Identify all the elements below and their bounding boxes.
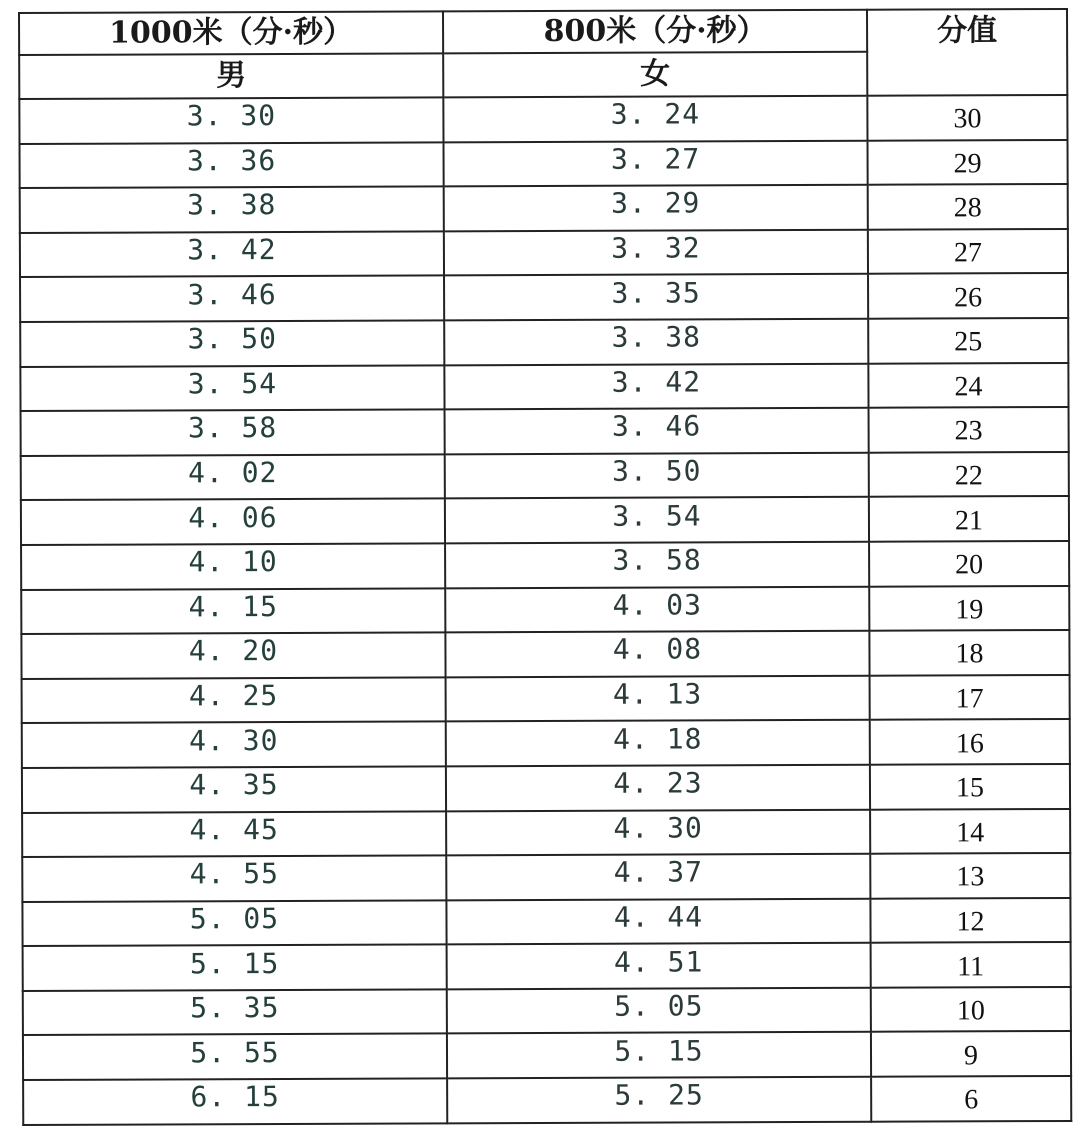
- male-time-cell: [21, 543, 445, 589]
- header-female-distance: 800米（分·秒）: [443, 10, 867, 54]
- female-time-cell-text: 3. 46: [611, 409, 702, 444]
- male-time-cell: [23, 945, 447, 991]
- male-time-cell-text: 4. 35: [189, 768, 279, 802]
- male-time-cell-text: 4. 10: [188, 545, 278, 579]
- male-time-cell: [20, 187, 444, 233]
- score-cell: [869, 541, 1069, 586]
- male-time-cell-text: 3. 42: [187, 233, 277, 267]
- female-time-cell: [446, 898, 870, 944]
- female-time-cell: [443, 96, 867, 142]
- female-time-cell-text: 5. 05: [614, 989, 704, 1023]
- score-cell-text: 13: [956, 861, 985, 893]
- female-time-cell-text: 4. 03: [612, 588, 702, 622]
- male-time-cell: [20, 231, 444, 277]
- score-cell: [870, 675, 1070, 720]
- male-time-cell-text: 3. 46: [187, 277, 277, 312]
- female-time-cell: [446, 765, 870, 811]
- table-row: [22, 675, 1070, 724]
- female-time-cell: [444, 274, 868, 320]
- score-cell: [867, 95, 1067, 140]
- male-time-cell: [23, 1078, 447, 1124]
- score-cell-text: 23: [954, 415, 983, 447]
- score-cell: [870, 719, 1070, 764]
- table-row: [23, 1076, 1071, 1125]
- male-time-cell: [22, 766, 446, 812]
- male-time-cell-text: 5. 05: [189, 901, 280, 936]
- score-cell: [868, 184, 1068, 229]
- score-cell: [870, 898, 1070, 943]
- table-row: [22, 853, 1070, 902]
- male-time-cell-text: 4. 45: [189, 812, 279, 847]
- table-row: [22, 719, 1070, 768]
- male-time-cell-text: 4. 55: [189, 857, 280, 891]
- table-row: [23, 987, 1071, 1036]
- male-time-cell: [20, 276, 444, 322]
- female-time-cell-text: 4. 08: [612, 632, 703, 667]
- male-time-cell-text: 3. 30: [186, 99, 277, 133]
- female-time-cell-text: 3. 32: [611, 231, 701, 265]
- score-cell: [870, 808, 1070, 853]
- male-time-cell-text: 3. 38: [187, 188, 277, 222]
- female-time-cell-text: 5. 15: [614, 1034, 704, 1068]
- score-cell-text: 29: [953, 148, 982, 180]
- score-cell-text: 26: [954, 281, 983, 314]
- score-cell-text: 9: [963, 1040, 979, 1072]
- female-time-cell-text: 3. 24: [610, 97, 701, 132]
- male-time-cell-text: 4. 15: [188, 589, 278, 624]
- male-time-cell: [21, 632, 445, 678]
- male-time-cell: [23, 1034, 447, 1080]
- table-body: [19, 95, 1071, 1125]
- male-time-cell-text: 3. 58: [187, 411, 278, 445]
- score-cell: [871, 1031, 1071, 1076]
- score-cell-text: 27: [953, 237, 982, 269]
- female-time-cell-text: 3. 54: [612, 499, 702, 533]
- score-cell: [871, 1076, 1071, 1121]
- score-cell-text: 16: [955, 727, 984, 760]
- header-female-label: 女: [443, 52, 867, 98]
- score-cell-text: 20: [955, 549, 984, 581]
- female-time-cell-text: 3. 38: [611, 320, 701, 354]
- female-time-cell: [444, 185, 868, 231]
- table-row: [19, 95, 1067, 144]
- male-time-cell: [22, 722, 446, 768]
- table-row: [22, 764, 1070, 813]
- score-cell: [869, 496, 1069, 541]
- female-time-cell-text: 3. 35: [611, 276, 701, 310]
- female-time-cell-text: 5. 25: [614, 1078, 704, 1113]
- score-cell: [869, 630, 1069, 675]
- female-time-cell: [447, 943, 871, 989]
- table-row: [20, 140, 1068, 189]
- female-time-cell-text: 3. 58: [612, 543, 702, 577]
- male-time-cell-text: 5. 55: [190, 1035, 280, 1070]
- male-time-cell: [21, 588, 445, 634]
- male-time-cell-text: 4. 06: [188, 500, 278, 534]
- male-time-cell: [20, 320, 444, 366]
- score-cell: [870, 764, 1070, 809]
- male-time-cell: [20, 142, 444, 188]
- female-time-cell-text: 3. 50: [612, 454, 702, 488]
- score-cell: [871, 987, 1071, 1032]
- male-time-cell: [20, 365, 444, 411]
- table-row: [22, 808, 1070, 857]
- header-male-label: 男: [19, 53, 443, 99]
- male-time-cell: [23, 989, 447, 1035]
- score-cell: [869, 407, 1069, 452]
- female-time-cell: [445, 542, 869, 588]
- female-time-cell-text: 3. 29: [611, 186, 701, 221]
- table-row: [20, 184, 1068, 233]
- score-cell: [869, 585, 1069, 630]
- table-row: [20, 229, 1068, 278]
- score-cell: [868, 229, 1068, 274]
- table-row: [23, 1031, 1071, 1080]
- female-time-cell: [445, 452, 869, 498]
- table-row: [20, 318, 1068, 367]
- table-row: [21, 541, 1069, 590]
- male-time-cell-text: 3. 50: [187, 322, 277, 356]
- female-time-cell-text: 4. 18: [613, 721, 703, 756]
- running-score-table: [18, 8, 1072, 1126]
- male-time-cell: [21, 410, 445, 456]
- male-time-cell-text: 4. 20: [188, 634, 279, 668]
- score-cell-text: 15: [955, 772, 985, 804]
- table-row: [21, 630, 1069, 679]
- table-row: [20, 273, 1068, 322]
- female-time-cell-text: 4. 23: [613, 766, 703, 800]
- male-time-cell: [22, 677, 446, 723]
- female-time-cell-text: 4. 51: [613, 944, 704, 979]
- male-time-cell-text: 4. 02: [188, 456, 278, 490]
- table-row: [23, 942, 1071, 991]
- male-time-cell-text: 5. 35: [190, 991, 280, 1025]
- male-time-cell-text: 3. 36: [186, 143, 277, 178]
- female-time-cell-text: 4. 13: [612, 677, 703, 711]
- score-cell-text: 22: [954, 460, 983, 492]
- male-time-cell: [19, 97, 443, 143]
- female-time-cell-text: 3. 27: [610, 142, 701, 176]
- male-time-cell: [22, 855, 446, 901]
- male-time-cell-text: 6. 15: [190, 1080, 280, 1114]
- table-row: [22, 898, 1070, 947]
- male-time-cell: [22, 811, 446, 857]
- female-time-cell: [445, 631, 869, 677]
- score-cell: [868, 318, 1068, 363]
- male-time-cell: [21, 499, 445, 545]
- header-score: 分值: [867, 9, 1067, 96]
- score-cell: [868, 363, 1068, 408]
- score-cell: [869, 452, 1069, 497]
- female-time-cell: [447, 1032, 871, 1078]
- score-cell-text: 19: [955, 594, 984, 626]
- score-cell: [868, 273, 1068, 318]
- female-time-cell: [447, 1077, 871, 1123]
- female-time-cell-text: 4. 30: [613, 811, 703, 845]
- male-time-cell-text: 4. 25: [188, 679, 279, 713]
- score-cell-text: 12: [956, 906, 985, 938]
- male-time-cell: [21, 454, 445, 500]
- table-row: [21, 452, 1069, 501]
- score-cell-text: 17: [955, 683, 984, 715]
- female-time-cell: [446, 720, 870, 766]
- score-cell-text: 18: [955, 638, 984, 670]
- female-time-cell: [444, 230, 868, 276]
- score-cell-text: 14: [956, 817, 985, 849]
- table-row: [21, 585, 1069, 634]
- female-time-cell-text: 4. 44: [613, 900, 704, 934]
- table-row: [21, 407, 1069, 456]
- female-time-cell: [446, 854, 870, 900]
- score-cell-text: 10: [956, 995, 985, 1027]
- female-time-cell: [446, 675, 870, 721]
- score-cell: [870, 853, 1070, 898]
- score-cell-text: 24: [954, 371, 983, 403]
- male-time-cell-text: 5. 15: [189, 946, 280, 980]
- score-cell-text: 30: [953, 103, 982, 135]
- female-time-cell-text: 4. 37: [613, 855, 704, 890]
- table-row: [20, 363, 1068, 412]
- female-time-cell: [446, 809, 870, 855]
- female-time-cell: [444, 140, 868, 186]
- table-row: [21, 496, 1069, 545]
- score-cell: [871, 942, 1071, 987]
- score-cell-text: 11: [957, 950, 985, 982]
- female-time-cell-text: 3. 42: [611, 365, 702, 399]
- header-male-distance: 1000米（分·秒）: [19, 11, 443, 55]
- male-time-cell-text: 4. 30: [189, 723, 279, 757]
- female-time-cell: [447, 988, 871, 1034]
- female-time-cell: [445, 497, 869, 543]
- score-cell-text: 6: [964, 1084, 979, 1116]
- female-time-cell: [445, 586, 869, 632]
- score-cell-text: 21: [954, 504, 984, 537]
- female-time-cell: [444, 319, 868, 365]
- score-cell-text: 28: [953, 192, 982, 224]
- header-row-distance: [19, 9, 1067, 55]
- male-time-cell: [22, 900, 446, 946]
- male-time-cell-text: 3. 54: [187, 366, 278, 401]
- scoring-sheet: [18, 8, 1074, 1122]
- score-cell: [867, 140, 1067, 185]
- female-time-cell: [445, 408, 869, 454]
- score-cell-text: 25: [954, 326, 983, 358]
- female-time-cell: [444, 363, 868, 409]
